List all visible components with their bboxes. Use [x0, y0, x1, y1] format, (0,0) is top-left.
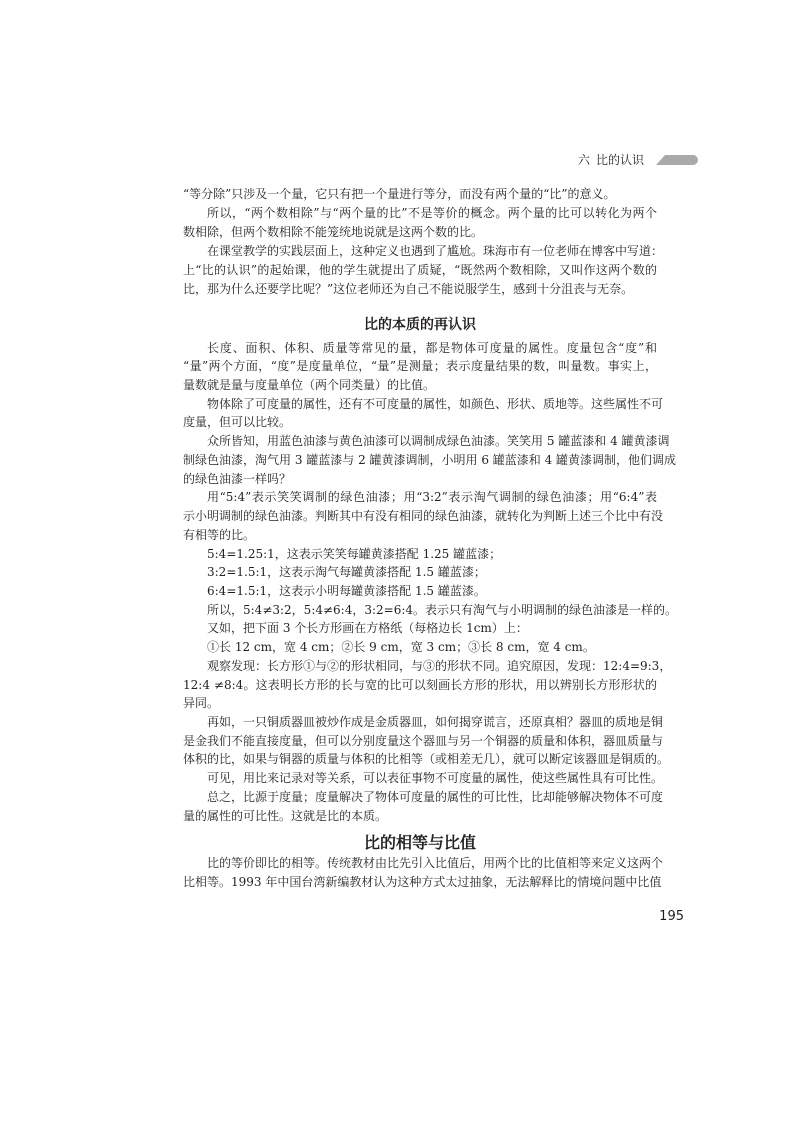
text-line: 再如，一只铜质器皿被炒作成是金质器皿，如何揭穿谎言，还原真相？器皿的质地是铜 [207, 714, 664, 729]
text-line: 数相除，但两个数相除不能笼统地说就是这两个数的比。 [183, 224, 484, 239]
paragraph [183, 601, 678, 620]
text-line: 制绿色油漆，淘气用 3 罐蓝漆与 2 罐黄漆调制，小明用 6 罐蓝漆和 4 罐黄漆调制，他们调成 [183, 452, 677, 467]
text-line: 比的等价即比的相等。传统教材由比先引入比值后，用两个比的比值相等来定义这两个 [207, 855, 664, 870]
section-heading: 比的本质的再认识 [364, 317, 476, 333]
paragraph [183, 242, 664, 299]
text-line: 长度、面积、体积、质量等常见的量，都是物体可度量的属性。度量包含“度”和 [207, 340, 657, 355]
text-line: 比，那为什么还要学比呢？”这位老师还为自己不能说服学生，感到十分沮丧与无奈。 [183, 281, 634, 296]
ratio-line [183, 563, 657, 582]
text-line: 异同。 [183, 696, 220, 711]
text-line: “量”两个方面，“度”是度量单位，“量”是测量；表示度量结果的数，叫量数。事实上， [183, 359, 657, 374]
text-line: 5:4=1.25:1，这表示笑笑每罐黄漆搭配 1.25 罐蓝漆； [207, 546, 502, 561]
text-block-intro [183, 185, 664, 299]
text-line: 量的属性的可比性。这就是比的本质。 [183, 808, 388, 823]
text-line: 12:4 ≠8:4。这表明长方形的长与宽的比可以刻画长方形的形状，用以辨别长方形形状的 [183, 677, 657, 692]
paragraph [183, 204, 657, 242]
text-line: 众所皆知，用蓝色油漆与黄色油漆可以调制成绿色油漆。笑笑用 5 罐蓝漆和 4 罐黄漆调 [207, 434, 670, 449]
paragraph [183, 657, 672, 713]
paragraph [183, 713, 670, 769]
text-line: 所以，5:4≠3:2，5:4≠6:4，3:2=6:4。表示只有淘气与小明调制的绿色油漆是一样的。 [207, 602, 678, 617]
text-line: 用“5:4”表示笑笑调制的绿色油漆；用“3:2”表示淘气调制的绿色油漆；用“6:4”表 [207, 490, 657, 505]
paragraph [183, 339, 657, 395]
paragraph [183, 788, 664, 825]
ratio-line [183, 582, 657, 601]
text-line: 又如，把下面 3 个长方形画在方格纸（每格边长 1cm）上： [207, 621, 528, 636]
text-line: 的绿色油漆一样吗？ [183, 471, 292, 486]
paragraph [183, 185, 657, 204]
text-line: 可见，用比来记录对等关系，可以表征事物不可度量的属性，使这些属性具有可比性。 [207, 771, 664, 786]
text-line: 物体除了可度量的属性，还有不可度量的属性，如颜色、形状、质地等。这些属性不可 [207, 396, 664, 411]
text-block-essence [183, 339, 678, 826]
paragraph [183, 395, 664, 432]
ratio-line [183, 545, 657, 564]
text-line: 所以，“两个数相除”与“两个量的比”不是等价的概念。两个量的比可以转化为两个 [207, 205, 657, 220]
text-line: 3:2=1.5:1，这表示淘气每罐黄漆搭配 1.5 罐蓝漆； [207, 565, 486, 580]
running-header [578, 152, 650, 168]
text-line: ①长 12 cm，宽 4 cm；②长 9 cm，宽 3 cm；③长 8 cm，宽 4 cm。 [207, 640, 595, 655]
paragraph [183, 432, 677, 488]
rectangle-list [183, 638, 657, 657]
chapter-title: 比的认识 [596, 153, 645, 167]
chapter-tab-decoration [656, 155, 698, 165]
page-number: 195 [659, 909, 684, 924]
text-line: 比相等。1993 年中国台湾新编教材认为这种方式太过抽象，无法解释比的情境问题中比值 [183, 874, 662, 889]
text-line: 有相等的比。 [183, 527, 256, 542]
text-line: 示小明调制的绿色油漆。判断其中有没有相同的绿色油漆，就转化为判断上述三个比中有没 [183, 509, 664, 524]
text-line: 是金我们不能直接度量，但可以分别度量这个器皿与另一个铜器的质量和体积，器皿质量与 [183, 733, 664, 748]
text-line: 上“比的认识”的起始课，他的学生就提出了质疑，“既然两个数相除，又叫作这两个数的 [183, 262, 657, 277]
section-heading: 比的相等与比值 [363, 833, 476, 852]
chapter-number: 六 [578, 153, 591, 167]
paragraph [183, 854, 664, 892]
text-block-equality [183, 854, 664, 892]
text-line: 量数就是量与度量单位（两个同类量）的比值。 [183, 378, 436, 393]
text-line: 在课堂教学的实践层面上，这种定义也遇到了尴尬。珠海市有一位老师在博客中写道： [207, 243, 664, 258]
text-line: “等分除”只涉及一个量，它只有把一个量进行等分，而没有两个量的“比”的意义。 [183, 186, 616, 201]
paragraph [183, 619, 657, 638]
text-line: 度量，但可以比较。 [183, 415, 292, 430]
text-line: 6:4=1.5:1，这表示小明每罐黄漆搭配 1.5 罐蓝漆。 [207, 583, 486, 598]
text-line: 总之，比源于度量；度量解决了物体可度量的属性的可比性，比却能够解决物体不可度 [207, 789, 664, 804]
text-line: 体积的比，如果与铜器的质量与体积的比相等（或相差无几），就可以断定该器皿是铜质的。 [183, 752, 670, 767]
paragraph [183, 488, 664, 544]
text-line: 观察发现：长方形①与②的形状相同，与③的形状不同。追究原因，发现：12:4=9:3， [207, 658, 672, 673]
paragraph [183, 769, 664, 788]
